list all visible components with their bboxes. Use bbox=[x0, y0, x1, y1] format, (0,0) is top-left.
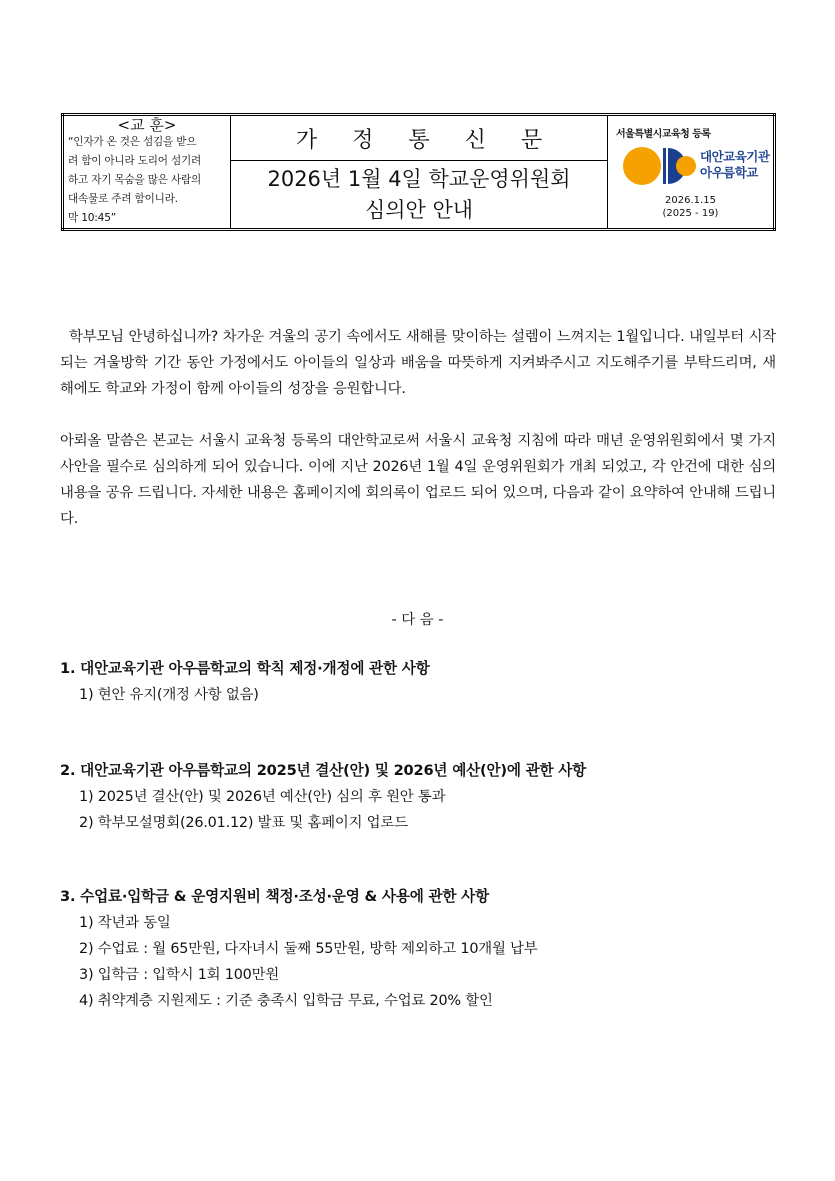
notice-paragraph: 아뢰올 말씀은 본교는 서울시 교육청 등록의 대안학교로써 서울시 교육청 지침에 따라 매년 운영위원회에서 몇 가지 사안을 필수로 심의하게 되어 있습니다. 이에 지난 2026년 1월 4일 운영위원회가 개최 되었고, 각 안건에 대한 심의 내용을 공유 드립니다. 자세한 내용은 홈페이지에 회의록이 업로드 되어 있으며, 다음과 같이 요약하여 안내해 드립니다. bbox=[60, 433, 776, 527]
section-2 bbox=[60, 758, 776, 836]
motto-heading: <교 훈> bbox=[117, 116, 177, 134]
title-char: 가 bbox=[295, 127, 318, 153]
section-title: 3. 수업료·입학금 & 운영지원비 책정·조성·운영 & 사용에 관한 사항 bbox=[60, 888, 489, 905]
motto-text bbox=[64, 133, 230, 228]
motto-line: 대속물로 주려 함이니라. bbox=[68, 193, 178, 205]
title-char: 문 bbox=[520, 127, 543, 153]
registration-label: 서울특별시교육청 등록 bbox=[616, 129, 711, 140]
issue-number: (2025 - 19) bbox=[662, 208, 719, 219]
title-char: 신 bbox=[464, 127, 486, 153]
section-3 bbox=[60, 884, 776, 1014]
issue-info bbox=[608, 194, 773, 220]
section-item: 2) 수업료 : 월 65만원, 다자녀시 둘째 55만원, 방학 제외하고 10개월 납부 bbox=[79, 941, 538, 957]
section-title: 2. 대안교육기관 아우름학교의 2025년 결산(안) 및 2026년 예산(안)에 관한 사항 bbox=[60, 762, 587, 779]
newsletter-title bbox=[231, 115, 608, 161]
title-char: 통 bbox=[408, 127, 430, 153]
subtitle-line1: 2026년 1월 4일 학교운영위원회 bbox=[267, 166, 571, 191]
section-item: 2) 학부모설명회(26.01.12) 발표 및 홈페이지 업로드 bbox=[79, 815, 408, 831]
following-heading: - 다 음 - bbox=[391, 612, 444, 628]
motto-line: 하고 자기 목숨을 많은 사람의 bbox=[68, 174, 202, 186]
motto-line: “인자가 온 것은 섬김을 받으 bbox=[68, 136, 197, 148]
school-logo-cell bbox=[608, 115, 775, 230]
section-item: 1) 현안 유지(개정 사항 없음) bbox=[79, 687, 259, 703]
motto-line: 막 10:45” bbox=[68, 212, 117, 224]
logo-circles-icon bbox=[622, 146, 698, 186]
newsletter-header bbox=[61, 113, 776, 231]
issue-date: 2026.1.15 bbox=[665, 195, 716, 206]
motto-cell bbox=[63, 115, 231, 230]
logo-line2: 아우름학교 bbox=[700, 165, 758, 180]
greeting-paragraph: 학부모님 안녕하십니까? 차가운 겨울의 공기 속에서도 새해를 맞이하는 설렘이 느껴지는 1월입니다. 내일부터 시작되는 겨울방학 기간 동안 가정에서도 아이들의 일상과 배움을 따뜻하게 지켜봐주시고 지도해주기를 부탁드리며, 새 해에도 학교와 가정이 함께 아이들의 성장을 응원합니다. bbox=[60, 329, 776, 397]
newsletter-subtitle bbox=[231, 161, 608, 230]
title-char: 정 bbox=[352, 127, 374, 153]
logo-text bbox=[700, 149, 769, 181]
section-title: 1. 대안교육기관 아우름학교의 학칙 제정·개정에 관한 사항 bbox=[60, 660, 430, 677]
section-item: 1) 2025년 결산(안) 및 2026년 예산(안) 심의 후 원안 통과 bbox=[79, 789, 446, 805]
section-item: 4) 취약계층 지원제도 : 기준 충족시 입학금 무료, 수업료 20% 할인 bbox=[79, 993, 493, 1009]
logo-line1: 대안교육기관 bbox=[700, 149, 770, 164]
section-item: 3) 입학금 : 입학시 1회 100만원 bbox=[79, 967, 280, 983]
section-1 bbox=[60, 656, 776, 708]
motto-line: 려 함이 아니라 도리어 섬기려 bbox=[68, 155, 202, 167]
school-logo bbox=[622, 146, 772, 186]
subtitle-line2: 심의안 안내 bbox=[364, 197, 474, 222]
section-item: 1) 작년과 동일 bbox=[79, 915, 171, 931]
